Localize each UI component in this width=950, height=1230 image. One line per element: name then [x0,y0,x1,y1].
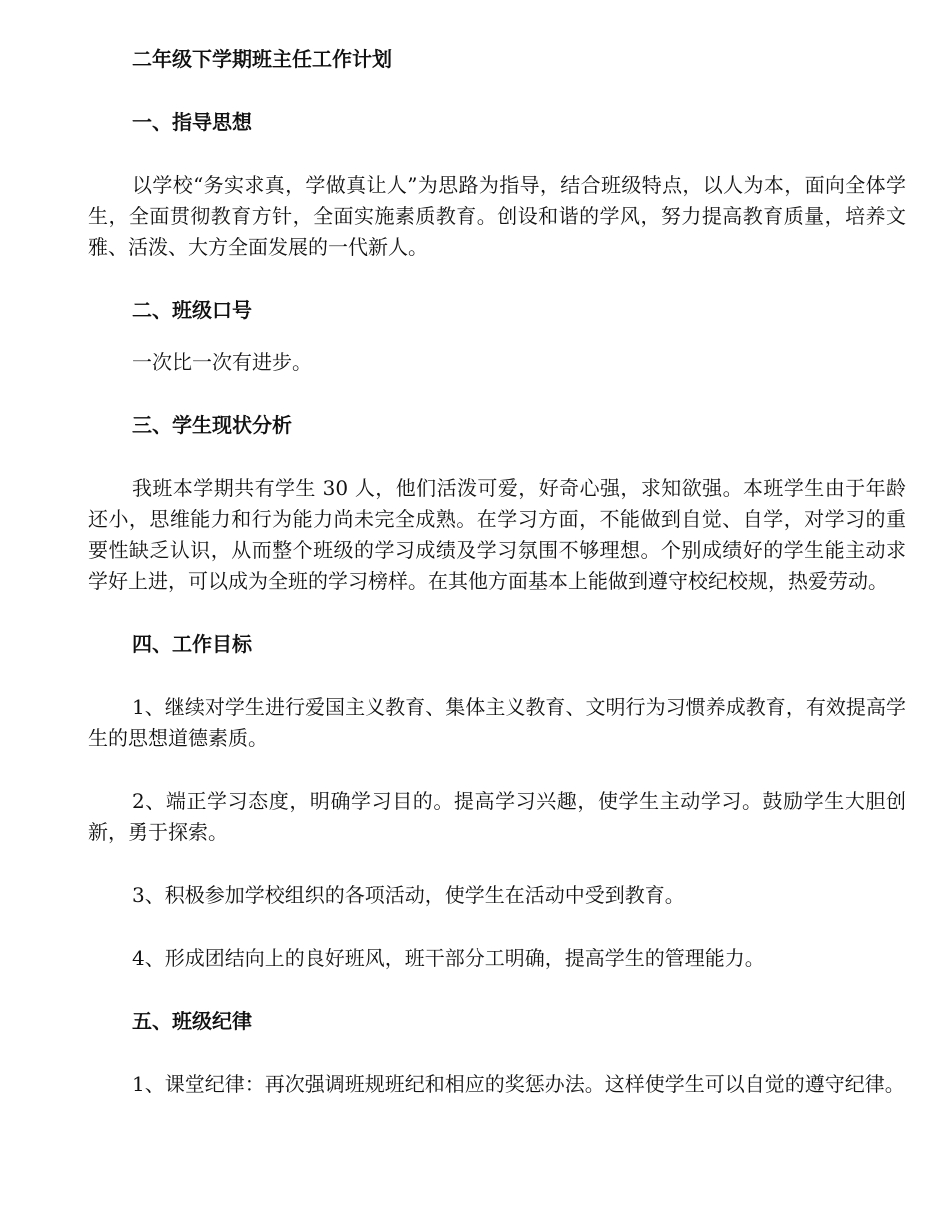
section-4-paragraph-4: 4、形成团结向上的良好班风，班干部分工明确，提高学生的管理能力。 [132,946,765,970]
section-5-paragraph-1: 1、课堂纪律：再次强调班规班纪和相应的奖惩办法。这样使学生可以自觉的遵守纪律。 [132,1072,905,1096]
document-page [88,44,906,1100]
section-4-paragraph-1: 1、继续对学生进行爱国主义教育、集体主义教育、文明行为习惯养成教育，有效提高学生的思想道德素质。 [88,695,906,750]
section-1-paragraph-1: 以学校“务实求真，学做真让人”为思路为指导，结合班级特点，以人为本，面向全体学生，全面贯彻教育方针，全面实施素质教育。创设和谐的学风，努力提高教育质量，培养文雅、活泼、大方全面发展的一代新人。 [88,173,906,259]
section-4-paragraph-3: 3、积极参加学校组织的各项活动，使学生在活动中受到教育。 [132,883,685,907]
section-heading-5: 五、班级纪律 [132,1009,252,1033]
document-title: 二年级下学期班主任工作计划 [132,47,392,71]
section-heading-3: 三、学生现状分析 [132,413,292,437]
section-2-paragraph-1: 一次比一次有进步。 [132,350,312,374]
section-heading-4: 四、工作目标 [132,632,252,656]
section-heading-1: 一、指导思想 [132,110,252,134]
section-3-paragraph-1: 我班本学期共有学生 30 人，他们活泼可爱，好奇心强，求知欲强。本班学生由于年龄还小，思维能力和行为能力尚未完全成熟。在学习方面，不能做到自觉、自学，对学习的重要性缺乏认识，从而整个班级的学习成绩及学习氛围不够理想。个别成绩好的学生能主动求学好上进，可以成为全班的学习榜样。在其他方面基本上能做到遵守校纪校规，热爱劳动。 [88,476,906,593]
section-heading-2: 二、班级口号 [132,298,252,322]
section-4-paragraph-2: 2、端正学习态度，明确学习目的。提高学习兴趣，使学生主动学习。鼓励学生大胆创新，勇于探索。 [88,789,906,844]
